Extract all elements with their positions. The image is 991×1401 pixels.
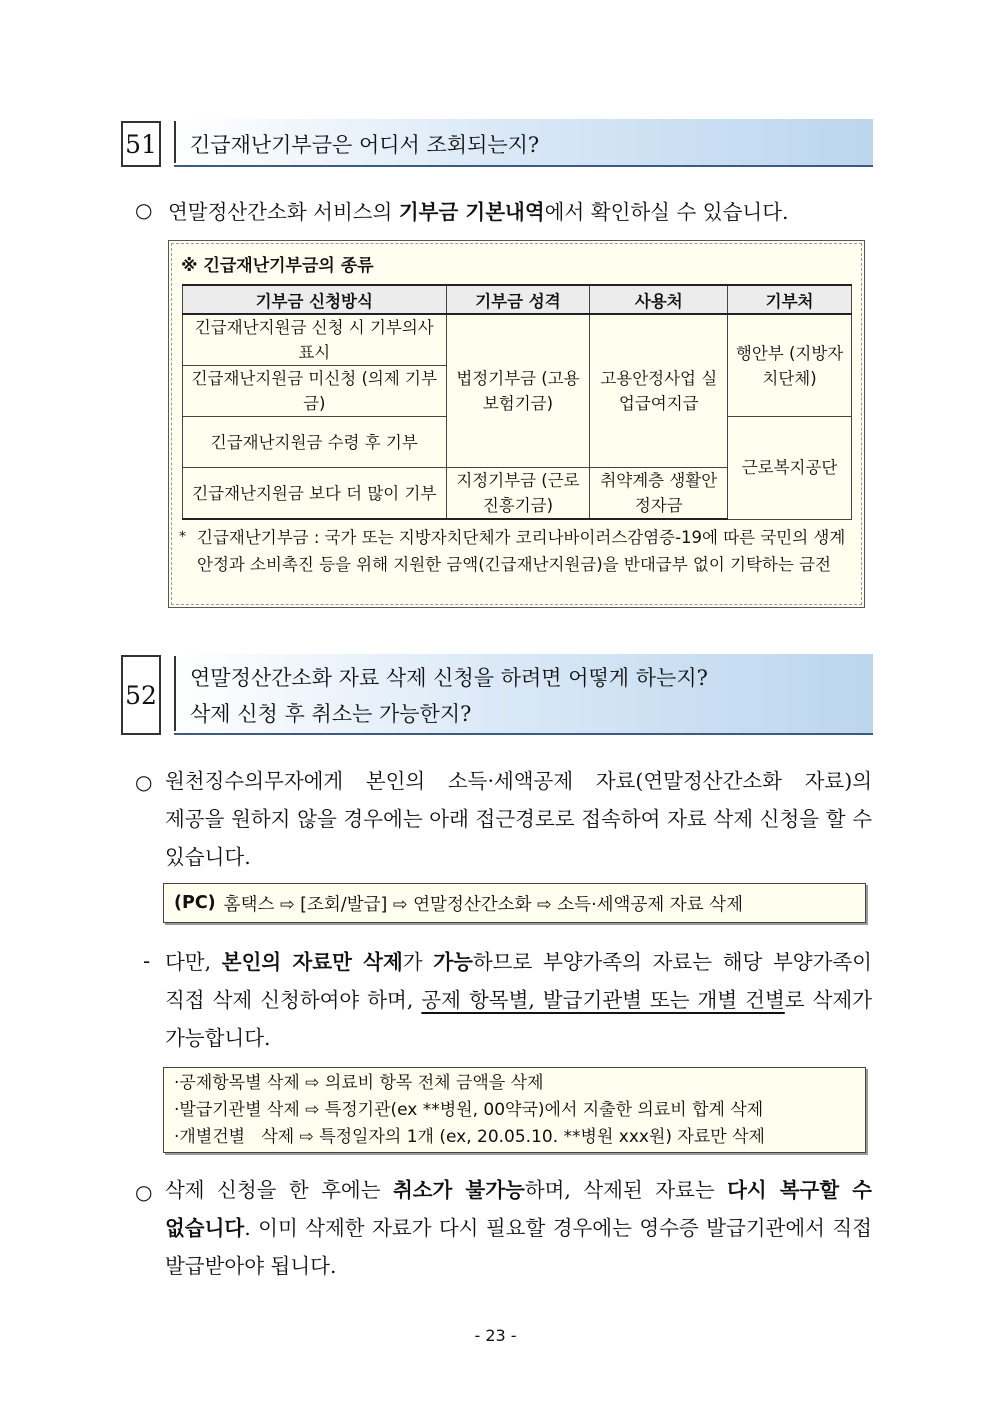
table-row bbox=[183, 314, 852, 366]
table-header-row bbox=[183, 285, 852, 314]
question-title-51: 긴급재난기부금은 어디서 조회되는지? bbox=[190, 133, 540, 157]
answer-bullet-52a: ○ bbox=[135, 770, 153, 794]
header-donee: 기부처 bbox=[728, 285, 852, 314]
donation-types-table bbox=[182, 284, 852, 520]
header-use: 사용처 bbox=[590, 285, 728, 314]
footnote-text: 긴급재난기부금 : 국가 또는 지방자치단체가 코리나바이러스감염증-19에 따른 국민의 생계안정과 소비촉진 등을 위해 지원한 금액(긴급재난지원금)을 반대급부 없이 기탁하는 금전 bbox=[197, 528, 846, 574]
answer-bullet-51: ○ bbox=[135, 198, 153, 222]
path-pc-label: (PC) bbox=[174, 893, 216, 913]
answer-52-paragraph-1: 원천징수의무자에게 본인의 소득·세액공제 자료(연말정산간소화 자료)의 제공을 원하지 않을 경우에는 아래 접근경로로 접속하여 자료 삭제 신청을 할 수 있습니다. bbox=[165, 769, 872, 869]
header-method: 기부금 신청방식 bbox=[183, 285, 447, 314]
access-path-box bbox=[163, 883, 866, 923]
donation-types-title: ※ 긴급재난기부금의 종류 bbox=[181, 256, 374, 276]
example-line: ·발급기관별 삭제 ⇨ 특정기관(ex **병원, 00약국)에서 지출한 의료비 합계 삭제 bbox=[174, 1100, 764, 1120]
footnote-mark: * bbox=[179, 529, 186, 545]
question-title-bar-51 bbox=[174, 119, 873, 167]
donation-types-box bbox=[168, 240, 865, 608]
method-cell: 긴급재난지원금 미신청 (의제 기부금) bbox=[183, 366, 447, 417]
answer-52-paragraph-2: 다만, 본인의 자료만 삭제가 가능하므로 부양가족의 자료는 해당 부양가족이 직접 삭제 신청하여야 하며, 공제 항목별, 발급기관별 또는 개별 건별로 삭제가 가능합니다. bbox=[165, 950, 872, 1050]
page-number: - 23 - bbox=[474, 1326, 517, 1345]
access-path: 홈택스 ⇨ [조회/발급] ⇨ 연말정산간소화 ⇨ 소득·세액공제 자료 삭제 bbox=[223, 894, 743, 915]
nature-cell: 지정기부금 (근로진흥기금) bbox=[446, 468, 590, 520]
donee-cell: 근로복지공단 bbox=[728, 417, 852, 520]
use-cell: 취약계층 생활안정자금 bbox=[590, 468, 728, 520]
method-cell: 긴급재난지원금 수령 후 기부 bbox=[183, 417, 447, 468]
answer-bullet-52b: ○ bbox=[135, 1180, 153, 1204]
example-line: ·개별건별 삭제 ⇨ 특정일자의 1개 (ex, 20.05.10. **병원 xxx원) 자료만 삭제 bbox=[174, 1127, 765, 1147]
question-number-52: 52 bbox=[121, 655, 161, 735]
use-cell: 고용안정사업 실업급여지급 bbox=[590, 314, 728, 468]
donee-cell: 행안부 (지방자치단체) bbox=[728, 314, 852, 417]
header-nature: 기부금 성격 bbox=[446, 285, 590, 314]
example-line: ·공제항목별 삭제 ⇨ 의료비 항목 전체 금액을 삭제 bbox=[174, 1073, 544, 1093]
question-title-52-line2: 삭제 신청 후 취소는 가능한지? bbox=[190, 702, 472, 726]
question-title-bar-52 bbox=[174, 654, 873, 735]
question-title-52-line1: 연말정산간소화 자료 삭제 신청을 하려면 어떻게 하는지? bbox=[190, 666, 708, 690]
answer-52-paragraph-3: 삭제 신청을 한 후에는 취소가 불가능하며, 삭제된 자료는 다시 복구할 수 없습니다. 이미 삭제한 자료가 다시 필요할 경우에는 영수증 발급기관에서 직접 발급받아야 됩니다. bbox=[165, 1178, 872, 1278]
footnote bbox=[179, 524, 859, 578]
nature-cell: 법정기부금 (고용보험기금) bbox=[446, 314, 590, 468]
dash-bullet: - bbox=[143, 949, 151, 973]
deletion-examples-box bbox=[163, 1067, 866, 1153]
answer-51: 연말정산간소화 서비스의 기부금 기본내역에서 확인하실 수 있습니다. bbox=[168, 200, 789, 224]
method-cell: 긴급재난지원금 신청 시 기부의사 표시 bbox=[183, 314, 447, 366]
method-cell: 긴급재난지원금 보다 더 많이 기부 bbox=[183, 468, 447, 520]
question-number-51: 51 bbox=[121, 121, 161, 167]
